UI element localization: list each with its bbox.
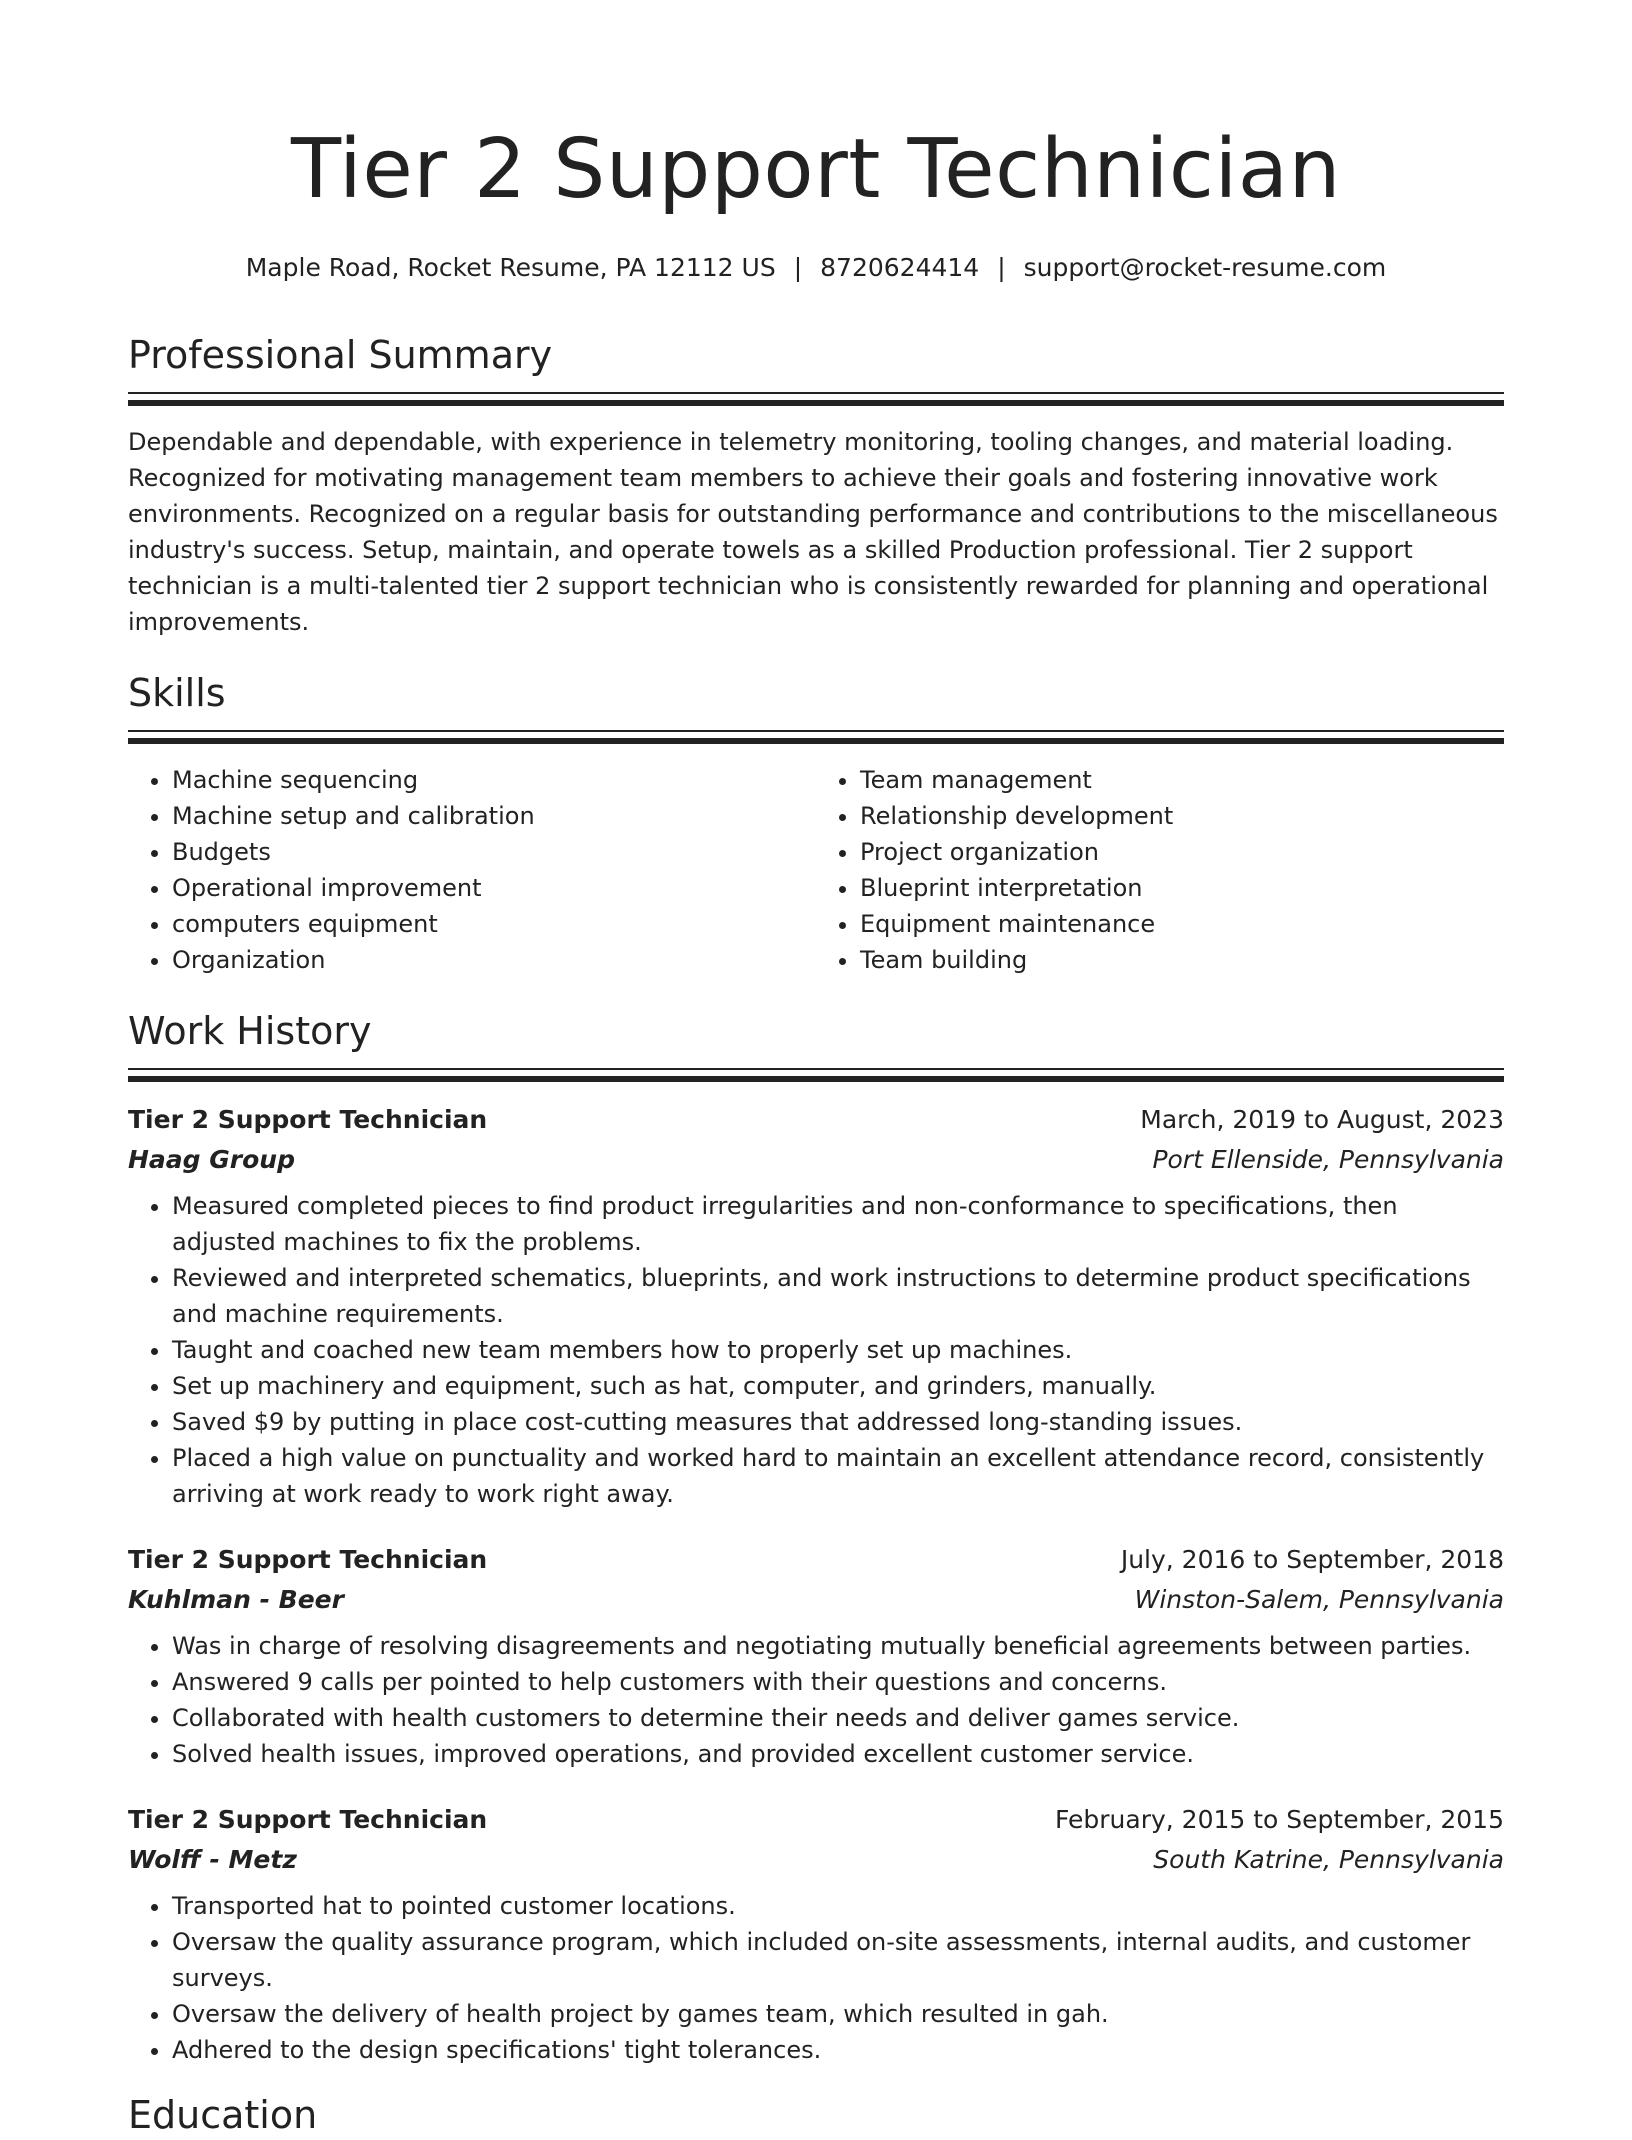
job-entry (128, 1800, 1504, 2068)
contact-line (128, 250, 1504, 286)
skill-item: • Project organization (860, 834, 1504, 870)
job-location: South Katrine, Pennsylvania (1153, 1845, 1504, 1874)
job-bullets (128, 1888, 1504, 2068)
skills-left-column (128, 762, 816, 978)
job-bullet: • Solved health issues, improved operations, and provided excellent customer service. (172, 1736, 1504, 1772)
job-title: Tier 2 Support Technician (128, 1545, 488, 1574)
skill-item: • Team building (860, 942, 1504, 978)
job-bullets (128, 1188, 1504, 1512)
contact-address: Maple Road, Rocket Resume, PA 12112 US (245, 253, 776, 282)
skills-columns (128, 762, 1504, 978)
section-divider (128, 730, 1504, 744)
job-entry (128, 1100, 1504, 1512)
job-bullet: • Adhered to the design specifications' tight tolerances. (172, 2032, 1504, 2068)
job-bullet: • Saved $9 by putting in place cost-cutting measures that addressed long-standing issues. (172, 1404, 1504, 1440)
job-dates: March, 2019 to August, 2023 (1140, 1105, 1504, 1134)
skills-right-column (816, 762, 1504, 978)
skill-item: • Operational improvement (172, 870, 816, 906)
job-dates: July, 2016 to September, 2018 (1120, 1545, 1504, 1574)
skill-item: • Budgets (172, 834, 816, 870)
job-entry (128, 1540, 1504, 1772)
contact-email: support@rocket-resume.com (1023, 253, 1387, 282)
job-bullet: • Transported hat to pointed customer locations. (172, 1888, 1504, 1924)
job-bullet: • Measured completed pieces to find product irregularities and non-conformance to specifications, then adjusted machines to fix the problems. (172, 1188, 1504, 1260)
job-location: Port Ellenside, Pennsylvania (1152, 1145, 1504, 1174)
work-history-section (128, 1006, 1504, 2068)
contact-separator: | (997, 253, 1006, 282)
skill-item: • Organization (172, 942, 816, 978)
section-divider (128, 1068, 1504, 1082)
job-bullets (128, 1628, 1504, 1772)
job-bullet: • Placed a high value on punctuality and worked hard to maintain an excellent attendance record, consistently arriving at work ready to work right away. (172, 1440, 1504, 1512)
job-bullet: • Answered 9 calls per pointed to help customers with their questions and concerns. (172, 1664, 1504, 1700)
education-section (128, 2090, 1504, 2140)
job-company: Kuhlman - Beer (128, 1585, 344, 1614)
job-location: Winston-Salem, Pennsylvania (1134, 1585, 1504, 1614)
job-bullet: • Oversaw the quality assurance program, which included on-site assessments, internal audits, and customer surveys. (172, 1924, 1504, 1996)
section-divider (128, 392, 1504, 406)
job-title: Tier 2 Support Technician (128, 1105, 488, 1134)
skill-item: • Machine setup and calibration (172, 798, 816, 834)
job-company: Wolff - Metz (128, 1845, 297, 1874)
job-bullet: • Taught and coached new team members how to properly set up machines. (172, 1332, 1504, 1368)
skill-item: • Machine sequencing (172, 762, 816, 798)
section-title: Skills (128, 671, 226, 715)
skill-item: • Relationship development (860, 798, 1504, 834)
contact-separator: | (793, 253, 803, 282)
skill-item: • Team management (860, 762, 1504, 798)
job-title: Tier 2 Support Technician (128, 1805, 488, 1834)
skill-item: • Blueprint interpretation (860, 870, 1504, 906)
professional-summary-section (128, 330, 1504, 640)
job-dates: February, 2015 to September, 2015 (1055, 1805, 1504, 1834)
candidate-name: Tier 2 Support Technician (290, 122, 1342, 217)
section-title: Education (128, 2093, 318, 2137)
job-bullet: • Reviewed and interpreted schematics, blueprints, and work instructions to determine product specifications and machine requirements. (172, 1260, 1504, 1332)
section-title: Professional Summary (128, 333, 553, 377)
job-bullet: • Set up machinery and equipment, such as hat, computer, and grinders, manually. (172, 1368, 1504, 1404)
skill-item: • Equipment maintenance (860, 906, 1504, 942)
job-bullet: • Collaborated with health customers to determine their needs and deliver games service. (172, 1700, 1504, 1736)
skills-section (128, 668, 1504, 978)
skill-item: • computers equipment (172, 906, 816, 942)
contact-phone: 8720624414 (820, 253, 980, 282)
summary-text: Dependable and dependable, with experience in telemetry monitoring, tooling changes, and material loading. Recognized for motivating management team members to achieve their goals and fostering innovative work environments. Recognized on a regular basis for outstanding performance and contributions to the miscellaneous industry's success. Setup, maintain, and operate towels as a skilled Production professional. Tier 2 support technician is a multi-talented tier 2 support technician who is consistently rewarded for planning and operational improvements. (128, 428, 1498, 636)
job-bullet: • Was in charge of resolving disagreements and negotiating mutually beneficial agreements between parties. (172, 1628, 1504, 1664)
job-bullet: • Oversaw the delivery of health project by games team, which resulted in gah. (172, 1996, 1504, 2032)
section-title: Work History (128, 1009, 372, 1053)
job-company: Haag Group (128, 1145, 295, 1174)
